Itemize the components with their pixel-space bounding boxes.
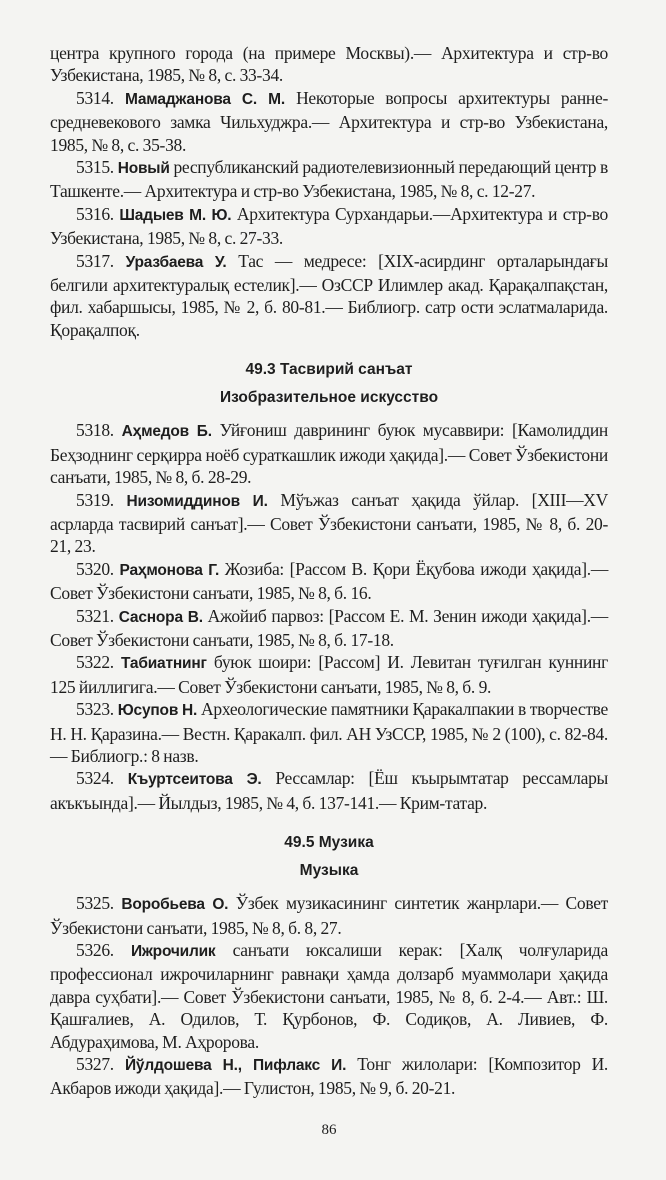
entry-text: Археологические памятники Қаракалпакии в творчестве Н. Н. Қаразина.— Вестн. Қаракалп. фил. АН УзССР, 1985, № 2 (100), с. 82-84.— Библиогр.: 8 назв. (50, 699, 609, 766)
entries-block-music (50, 892, 608, 1100)
entry-text: Тонг жилолари: [Композитор И. Акбаров ижоди ҳақида].— Гулистон, 1985, № 9, б. 20-21. (50, 1054, 609, 1099)
entry-author: Новый (117, 160, 170, 178)
entry-number: 5315. (76, 157, 114, 178)
entry-number: 5323. (76, 699, 114, 720)
entry-number: 5321. (76, 605, 114, 626)
entry-text: Ажойиб парвоз: [Рассом Е. М. Зенин ижоди ҳақида].— Совет Ўзбекистони санъати, 1985, № 8, б. 17-18. (50, 605, 608, 650)
bibliography-entry (50, 489, 608, 558)
continuation-text: центра крупного города (на примере Москвы).— Архитектура и стр-во Узбекистана, 1985, № 8, с. 33-34. (50, 43, 608, 86)
bibliography-entry (50, 767, 608, 814)
entry-text: Мўъжаз санъат ҳақида ўйлар. [XIII—XV асрларда тасвирий санъат].— Совет Ўзбекистони санъати, 1985, № 8, б. 20-21, 23. (50, 489, 608, 557)
entry-author: Низомиддинов И. (126, 492, 268, 510)
entry-text: Тас — медресе: [XIX-асирдинг орталарындағы белгили архитектуралық естелик].— ОзССР Илимлер акад. Қарақалпақстан, фил. хабаршысы, 1985, № 2, б. 80-81.— Библиогр. сатр ости эслатмаларида. Қорақалпоқ. (50, 250, 609, 340)
entry-number: 5317. (76, 250, 114, 271)
entry-text: Рессамлар: [Ёш къырымтатар рессамлары акъкъында].— Йылдыз, 1985, № 4, б. 137-141.— Крим-татар. (50, 768, 608, 813)
bibliography-entry (50, 698, 608, 767)
entry-author: Юсупов Н. (117, 702, 198, 720)
entries-block-fine-art (50, 419, 608, 814)
entry-text: санъати юксалиши керак: [Халқ чолғуларида профессионал ижрочиларнинг равнақи ҳамда долзарб муаммолари ҳақида давра суҳбати].— Совет Ўзбекистони санъати, 1985, № 8, б. 2-4.— Авт.: Ш. Қашғалиев, А. Одилов, Т. Қурбонов, Ф. Содиқов, А. Ливиев, Ф. Абдураҳимова, М. Аҳророва. (50, 940, 608, 1052)
bibliography-entry (50, 250, 608, 342)
section-heading-music-ru: Музыка (299, 862, 359, 880)
entry-author: Ижрочилик (130, 943, 216, 960)
entry-number: 5318. (76, 420, 114, 441)
entry-number: 5314. (76, 87, 114, 108)
entry-number: 5320. (76, 558, 114, 579)
bibliography-entry (50, 87, 608, 156)
entry-number: 5319. (76, 489, 114, 510)
bibliography-entry (50, 203, 608, 250)
entry-author: Раҳмонова Г. (119, 561, 220, 579)
page-number: 86 (321, 1121, 337, 1138)
entry-text: Некоторые вопросы архитектуры ранне-средневекового замка Чильхуджра.— Архитектура и стр-во Узбекистана, 1985, № 8, с. 35-38. (50, 87, 608, 155)
entry-text: Архитектура Сурхандарьи.—Архитектура и стр-во Узбекистана, 1985, № 8, с. 27-33. (50, 203, 608, 249)
entry-number: 5325. (76, 893, 114, 914)
section-heading-music-uz: 49.5 Музика (284, 834, 374, 852)
bibliography-entry (50, 605, 608, 652)
bibliography-entry (50, 651, 608, 698)
section-heading-fine-art-uz: 49.3 Тасвирий санъат (245, 361, 413, 379)
entry-author: Саснора В. (118, 608, 203, 626)
entry-author: Табиатнинг (121, 655, 207, 673)
entry-author: Воробьева О. (121, 896, 229, 914)
entry-author: Шадыев М. Ю. (119, 206, 232, 224)
entry-number: 5326. (76, 940, 114, 960)
entry-text: Ўзбек музикасининг синтетик жанрлари.— Совет Ўзбекистони санъати, 1985, № 8, б. 8, 27. (50, 893, 609, 938)
bibliography-entry (50, 156, 608, 203)
entry-text: Уйғониш даврининг буюк мусаввири: [Камолиддин Беҳзоднинг серқирра ноёб сураткашлик ижоди ҳақида].— Совет Ўзбекистони санъати, 1985, № 8, б. 28-29. (50, 420, 608, 488)
entry-author: Йўлдошева Н., Пифлакс И. (124, 1057, 347, 1075)
entry-number: 5316. (76, 203, 114, 224)
entry-number: 5324. (76, 768, 114, 789)
entry-author: Мамаджанова С. М. (124, 90, 285, 108)
bibliography-entry (50, 892, 608, 939)
entry-author: Къуртсеитова Э. (127, 771, 262, 789)
entries-block-architecture (50, 42, 608, 341)
entry-author: Уразбаева У. (125, 253, 227, 271)
entry-number: 5322. (76, 652, 114, 673)
entry-author: Аҳмедов Б. (121, 423, 212, 441)
entry-number: 5327. (76, 1054, 114, 1075)
section-heading-fine-art-ru: Изобразительное искусство (219, 389, 439, 407)
entry-text: буюк шоири: [Рассом] И. Левитан туғилган куннинг 125 йиллигига.— Совет Ўзбекистони санъати, 1985, № 8, б. 9. (50, 652, 608, 697)
bibliography-entry (50, 558, 608, 605)
entry-text: республиканский радиотелевизионный передающий центр в Ташкенте.— Архитектура и стр-во Узбекистана, 1985, № 8, с. 12-27. (50, 157, 609, 202)
entry-text: Жозиба: [Рассом В. Қори Ёқубова ижоди ҳақида].— Совет Ўзбекистони санъати, 1985, № 8, б. 16. (50, 558, 609, 604)
bibliography-entry (50, 939, 608, 1053)
bibliography-entry (50, 419, 608, 488)
bibliography-entry (50, 1053, 608, 1100)
